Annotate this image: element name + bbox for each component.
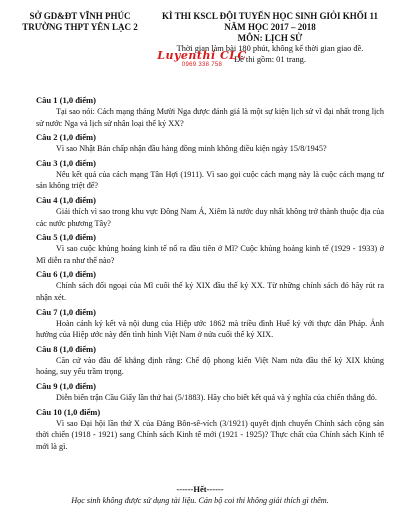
footer-note: Học sinh không được sử dụng tài liệu. Cán bộ coi thi không giải thích gì thêm. <box>71 496 329 505</box>
question-item <box>36 406 384 453</box>
question-title: Câu 9 (1,0 điểm) <box>36 380 96 391</box>
question-text: Hoàn cảnh ký kết và nội dung của Hiệp ước 1862 mà triều đình Huế ký với thực dân Pháp. Ảnh hưởng của Hiệp ước này đến tình hình Việt Nam ở nửa cuối thế kỷ XIX. <box>36 318 384 340</box>
question-item <box>36 131 384 155</box>
school-name: TRƯỜNG THPT YÊN LẠC 2 <box>22 22 138 32</box>
question-item <box>36 231 384 266</box>
question-title: Câu 1 (1,0 điểm) <box>36 95 96 105</box>
school-block <box>20 11 140 33</box>
question-title: Câu 10 (1,0 điểm) <box>36 406 101 417</box>
question-list <box>36 94 384 454</box>
question-text: Căn cứ vào đâu để khẳng định rằng: Chế độ phong kiến Việt Nam nửa đầu thế kỷ XIX khủng hoảng, suy yếu trầm trọng. <box>36 355 384 377</box>
question-item <box>36 343 384 378</box>
logo-phone: 0969 338 758 <box>181 62 223 68</box>
question-text: Diễn biến trận Cầu Giấy lần thứ hai (5/1883). Hãy cho biết kết quả và ý nghĩa của chiến thắng đó. <box>56 392 377 402</box>
department-name: SỞ GD&ĐT VĨNH PHÚC <box>29 11 131 21</box>
question-item <box>36 268 384 303</box>
question-title: Câu 4 (1,0 điểm) <box>36 194 96 205</box>
exam-title: KÌ THI KSCL ĐỘI TUYỂN HỌC SINH GIỎI KHỐI 11 <box>162 11 378 21</box>
time-limit: Thời gian làm bài 180 phút, không kể thời gian giao đề. <box>176 44 364 53</box>
watermark-logo <box>140 50 264 69</box>
question-item <box>36 194 384 229</box>
question-text: Vì sao Nhật Bản chấp nhận đầu hàng đồng minh không điều kiện ngày 15/8/1945? <box>56 144 327 154</box>
end-marker: ------Hết------ <box>176 484 224 494</box>
question-text: Chính sách đối ngoại của Mĩ cuối thế kỷ XIX đầu thế kỷ XX. Từ những chính sách đó hãy rút ra nhận xét. <box>36 281 384 302</box>
question-item <box>36 306 384 341</box>
logo-brand: Luyenthi CLC <box>157 49 247 62</box>
subject: MÔN: LỊCH SỬ <box>237 33 303 43</box>
question-title: Câu 3 (1,0 điểm) <box>36 157 96 168</box>
question-text: Vì sao Đại hội lần thứ X của Đảng Bôn-sê-vích (3/1921) quyết định chuyển Chính sách cộng sản thời chiến (1918 - 1921) sang Chính sách Kinh tế mới (1921 - 1925)? Thực chất của Chính sách Kinh tế mới là gì. <box>36 418 384 451</box>
question-text: Tại sao nói: Cách mạng tháng Mười Nga được đánh giá là một sự kiện lịch sử vĩ đại nhất trong lịch sử nước Nga và lịch sử nhân loại thế kỷ XX? <box>36 107 384 128</box>
question-title: Câu 5 (1,0 điểm) <box>36 232 96 243</box>
question-title: Câu 7 (1,0 điểm) <box>36 306 96 317</box>
question-item <box>36 380 384 404</box>
question-title: Câu 8 (1,0 điểm) <box>36 343 96 354</box>
question-title: Câu 2 (1,0 điểm) <box>36 132 96 143</box>
question-item <box>36 157 384 192</box>
question-text: Vì sao cuộc khủng hoảng kinh tế nổ ra đầu tiên ở Mĩ? Cuộc khủng hoảng kinh tế (1929 - 1933) ở Mĩ diễn ra như thế nào? <box>36 244 384 265</box>
question-text: Nêu kết quả của cách mạng Tân Hợi (1911). Vì sao gọi cuộc cách mạng này là cuộc cách mạng tư sản không triệt để? <box>36 169 384 191</box>
school-year: NĂM HỌC 2017 – 2018 <box>224 22 316 32</box>
question-item <box>36 94 384 129</box>
exam-footer <box>0 484 400 507</box>
question-text: Giải thích vì sao trong khu vực Đông Nam Á, Xiêm là nước duy nhất không trở thành thuộc địa của các nước phương Tây? <box>36 206 384 228</box>
question-title: Câu 6 (1,0 điểm) <box>36 269 96 280</box>
page-count: Đề thi gồm: 01 trang. <box>234 54 306 64</box>
